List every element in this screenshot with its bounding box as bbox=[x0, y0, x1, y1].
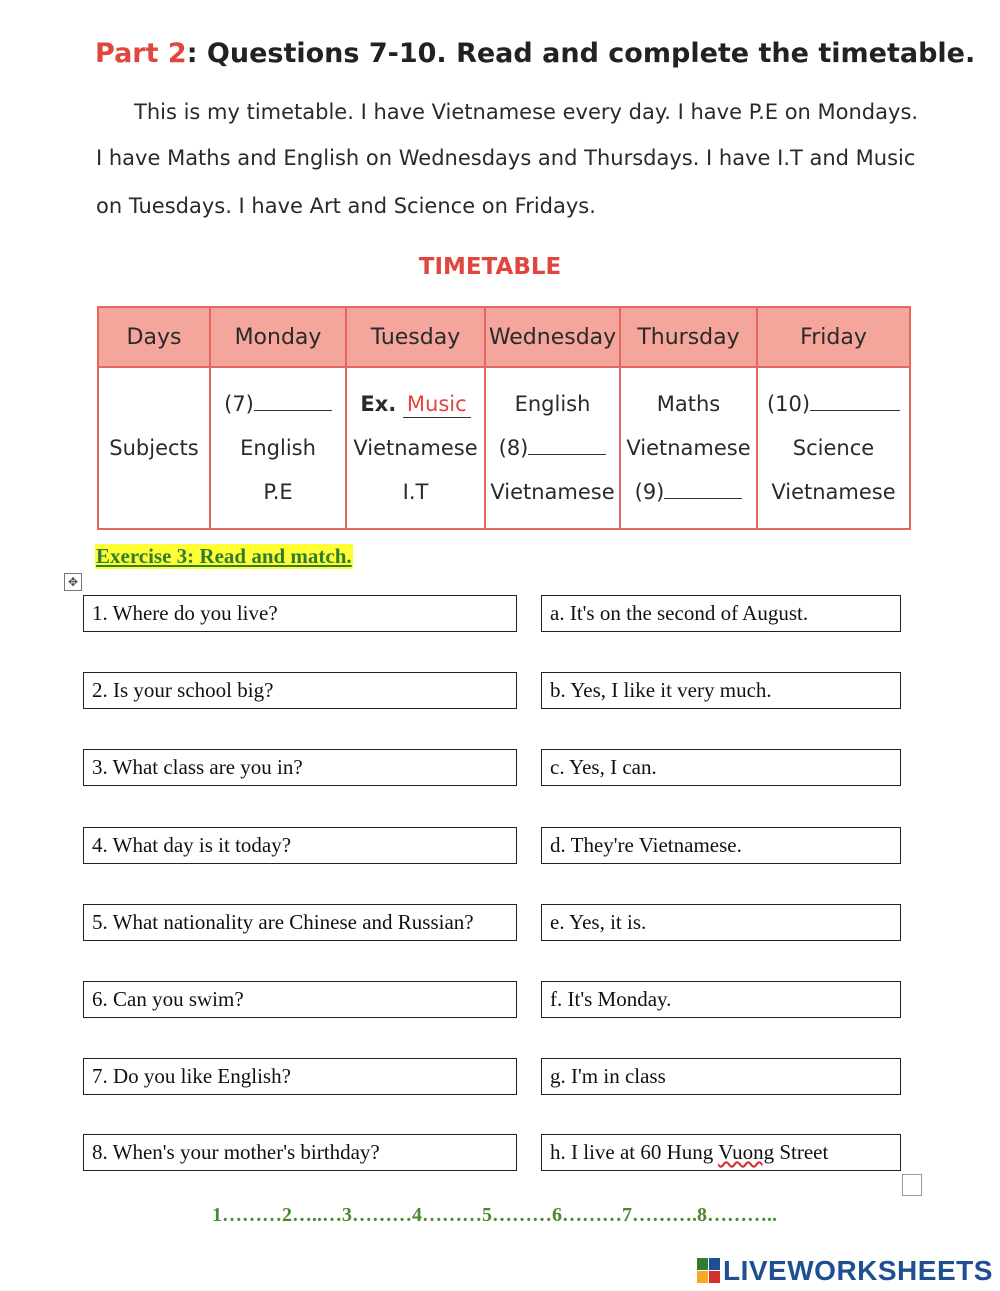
cell-friday bbox=[757, 367, 910, 529]
reading-line-2: I have Maths and English on Wednesdays and Thursdays. I have I.T and Music bbox=[96, 146, 916, 170]
header-monday: Monday bbox=[210, 307, 346, 367]
timetable bbox=[97, 306, 911, 530]
question-8[interactable]: 8. When's your mother's birthday? bbox=[83, 1134, 517, 1171]
liveworksheets-logo-icon bbox=[697, 1258, 721, 1284]
reading-line-1: This is my timetable. I have Vietnamese every day. I have P.E on Mondays. bbox=[134, 100, 919, 124]
example-label: Ex. bbox=[360, 392, 397, 416]
answer-h[interactable] bbox=[541, 1134, 901, 1171]
question-7[interactable]: 7. Do you like English? bbox=[83, 1058, 517, 1095]
move-handle-icon[interactable]: ✥ bbox=[64, 573, 82, 591]
row-label-subjects: Subjects bbox=[98, 367, 210, 529]
friday-subject-3: Vietnamese bbox=[771, 480, 896, 504]
question-6[interactable]: 6. Can you swim? bbox=[83, 981, 517, 1018]
question-3[interactable]: 3. What class are you in? bbox=[83, 749, 517, 786]
part2-title: : Questions 7-10. Read and complete the timetable. bbox=[186, 38, 976, 69]
liveworksheets-logo bbox=[697, 1255, 993, 1285]
blank-9-input[interactable] bbox=[664, 476, 742, 499]
reading-line-3: on Tuesdays. I have Art and Science on Fridays. bbox=[96, 194, 596, 218]
liveworksheets-logo-text: LIVEWORKSHEETS bbox=[723, 1255, 993, 1286]
timetable-title: TIMETABLE bbox=[418, 254, 562, 280]
thursday-subject-1: Maths bbox=[656, 392, 721, 416]
friday-subject-2: Science bbox=[792, 436, 875, 460]
question-2[interactable]: 2. Is your school big? bbox=[83, 672, 517, 709]
answer-b[interactable]: b. Yes, I like it very much. bbox=[541, 672, 901, 709]
part2-heading bbox=[95, 38, 975, 69]
blank-8-input[interactable] bbox=[528, 432, 606, 455]
answer-a[interactable]: a. It's on the second of August. bbox=[541, 595, 901, 632]
timetable-header-row bbox=[98, 307, 910, 367]
answer-c[interactable]: c. Yes, I can. bbox=[541, 749, 901, 786]
cell-thursday bbox=[620, 367, 757, 529]
cell-tuesday bbox=[346, 367, 485, 529]
answer-h-suffix: Street bbox=[774, 1140, 829, 1164]
question-1[interactable]: 1. Where do you live? bbox=[83, 595, 517, 632]
answer-f[interactable]: f. It's Monday. bbox=[541, 981, 901, 1018]
thursday-subject-2: Vietnamese bbox=[626, 436, 751, 460]
blank-8-label: (8) bbox=[498, 436, 529, 460]
question-4[interactable]: 4. What day is it today? bbox=[83, 827, 517, 864]
header-tuesday: Tuesday bbox=[346, 307, 485, 367]
answer-line[interactable]: 1………2…..…3………4………5………6………7……….8……….. bbox=[212, 1204, 777, 1226]
blank-7-label: (7) bbox=[224, 392, 254, 416]
exercise3-title: Exercise 3: Read and match. bbox=[96, 544, 352, 568]
blank-9-label: (9) bbox=[634, 480, 665, 504]
question-5[interactable]: 5. What nationality are Chinese and Russian? bbox=[83, 904, 517, 941]
answer-h-spellcheck-word: Vuong bbox=[718, 1140, 775, 1164]
header-friday: Friday bbox=[757, 307, 910, 367]
answer-g[interactable]: g. I'm in class bbox=[541, 1058, 901, 1095]
answer-e[interactable]: e. Yes, it is. bbox=[541, 904, 901, 941]
wednesday-subject-3: Vietnamese bbox=[490, 480, 615, 504]
blank-7-input[interactable] bbox=[254, 388, 332, 411]
cell-monday bbox=[210, 367, 346, 529]
tuesday-subject-3: I.T bbox=[402, 480, 429, 504]
part2-label: Part 2 bbox=[95, 38, 187, 69]
blank-10-label: (10) bbox=[766, 392, 811, 416]
monday-subject-3: P.E bbox=[263, 480, 293, 504]
tuesday-subject-2: Vietnamese bbox=[353, 436, 478, 460]
wednesday-subject-1: English bbox=[514, 392, 591, 416]
cell-wednesday bbox=[485, 367, 620, 529]
header-thursday: Thursday bbox=[620, 307, 757, 367]
monday-subject-2: English bbox=[240, 436, 316, 460]
timetable-subjects-row bbox=[98, 367, 910, 529]
blank-10-input[interactable] bbox=[810, 388, 900, 411]
example-answer: Music bbox=[403, 391, 471, 418]
answer-d[interactable]: d. They're Vietnamese. bbox=[541, 827, 901, 864]
header-days: Days bbox=[98, 307, 210, 367]
answer-h-prefix: h. I live at 60 Hung bbox=[550, 1140, 719, 1164]
resize-corner-box bbox=[902, 1174, 922, 1196]
header-wednesday: Wednesday bbox=[485, 307, 620, 367]
